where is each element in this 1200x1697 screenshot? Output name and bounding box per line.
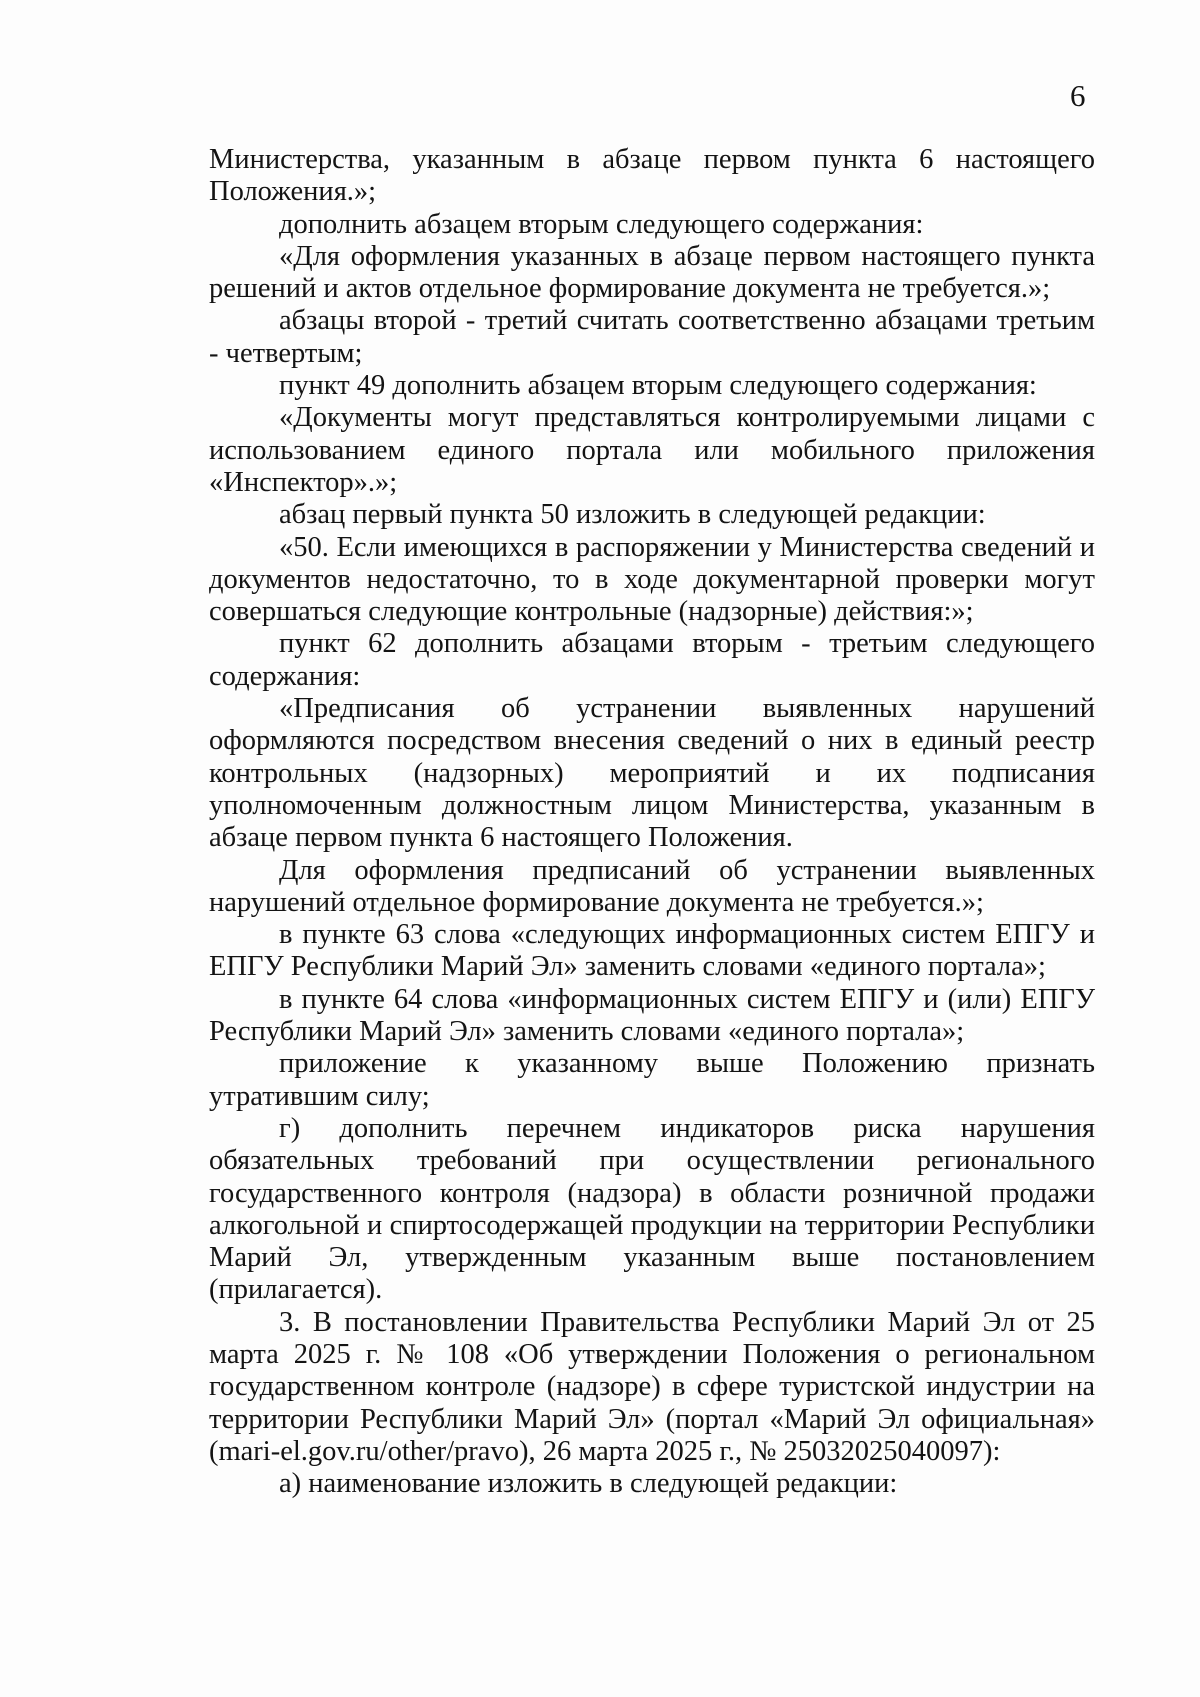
document-body xyxy=(209,144,1095,1500)
paragraph: в пункте 63 слова «следующих информационных систем ЕПГУ и ЕПГУ Республики Марий Эл» заменить словами «единого портала»; xyxy=(209,919,1095,983)
page-number: 6 xyxy=(1070,78,1086,113)
paragraph: приложение к указанному выше Положению признать утратившим силу; xyxy=(209,1048,1095,1112)
paragraph: в пункте 64 слова «информационных систем ЕПГУ и (или) ЕПГУ Республики Марий Эл» заменить словами «единого портала»; xyxy=(209,983,1095,1048)
paragraph: «Документы могут представляться контролируемыми лицами с использованием единого портала или мобильного приложения «Инспектор».»; xyxy=(209,402,1095,498)
paragraph: абзац первый пункта 50 изложить в следующей редакции: xyxy=(279,499,986,531)
paragraph: абзацы второй - третий считать соответственно абзацами третьим - четвертым; xyxy=(209,305,1095,369)
paragraph: 3. В постановлении Правительства Республики Марий Эл от 25 марта 2025 г. № 108 «Об утверждении Положения о региональном государственном контроле (надзоре) в сфере туристской индустрии на территории Республики Марий Эл» (портал «Марий Эл официальная» (mari-el.gov.ru/other/pravo), 26 марта 2025 г., № 25032025040097): xyxy=(209,1306,1095,1467)
paragraph: г) дополнить перечнем индикаторов риска нарушения обязательных требований при осуществлении регионального государственного контроля (надзора) в области розничной продажи алкогольной и спиртосодержащей продукции на территории Республики Марий Эл, утвержденным указанным выше постановлением (прилагается). xyxy=(209,1112,1095,1306)
paragraph: «50. Если имеющихся в распоряжении у Министерства сведений и документов недостаточно, то в ходе документарной проверки могут совершаться следующие контрольные (надзорные) действия:»; xyxy=(209,531,1095,628)
paragraph: пункт 49 дополнить абзацем вторым следующего содержания: xyxy=(279,370,1037,402)
paragraph: а) наименование изложить в следующей редакции: xyxy=(279,1468,898,1500)
paragraph: «Для оформления указанных в абзаце первом настоящего пункта решений и актов отдельное формирование документа не требуется.»; xyxy=(209,240,1095,305)
paragraph: «Предписания об устранении выявленных нарушений оформляются посредством внесения сведений о них в единый реестр контрольных (надзорных) мероприятий и их подписания уполномоченным должностным лицом Министерства, указанным в абзаце первом пункта 6 настоящего Положения. xyxy=(209,693,1095,854)
paragraph: Министерства, указанным в абзаце первом пункта 6 настоящего Положения.»; xyxy=(209,144,1095,208)
paragraph: пункт 62 дополнить абзацами вторым - третьим следующего содержания: xyxy=(209,628,1095,692)
paragraph: Для оформления предписаний об устранении выявленных нарушений отдельное формирование документа не требуется.»; xyxy=(209,854,1095,918)
paragraph: дополнить абзацем вторым следующего содержания: xyxy=(279,208,924,240)
